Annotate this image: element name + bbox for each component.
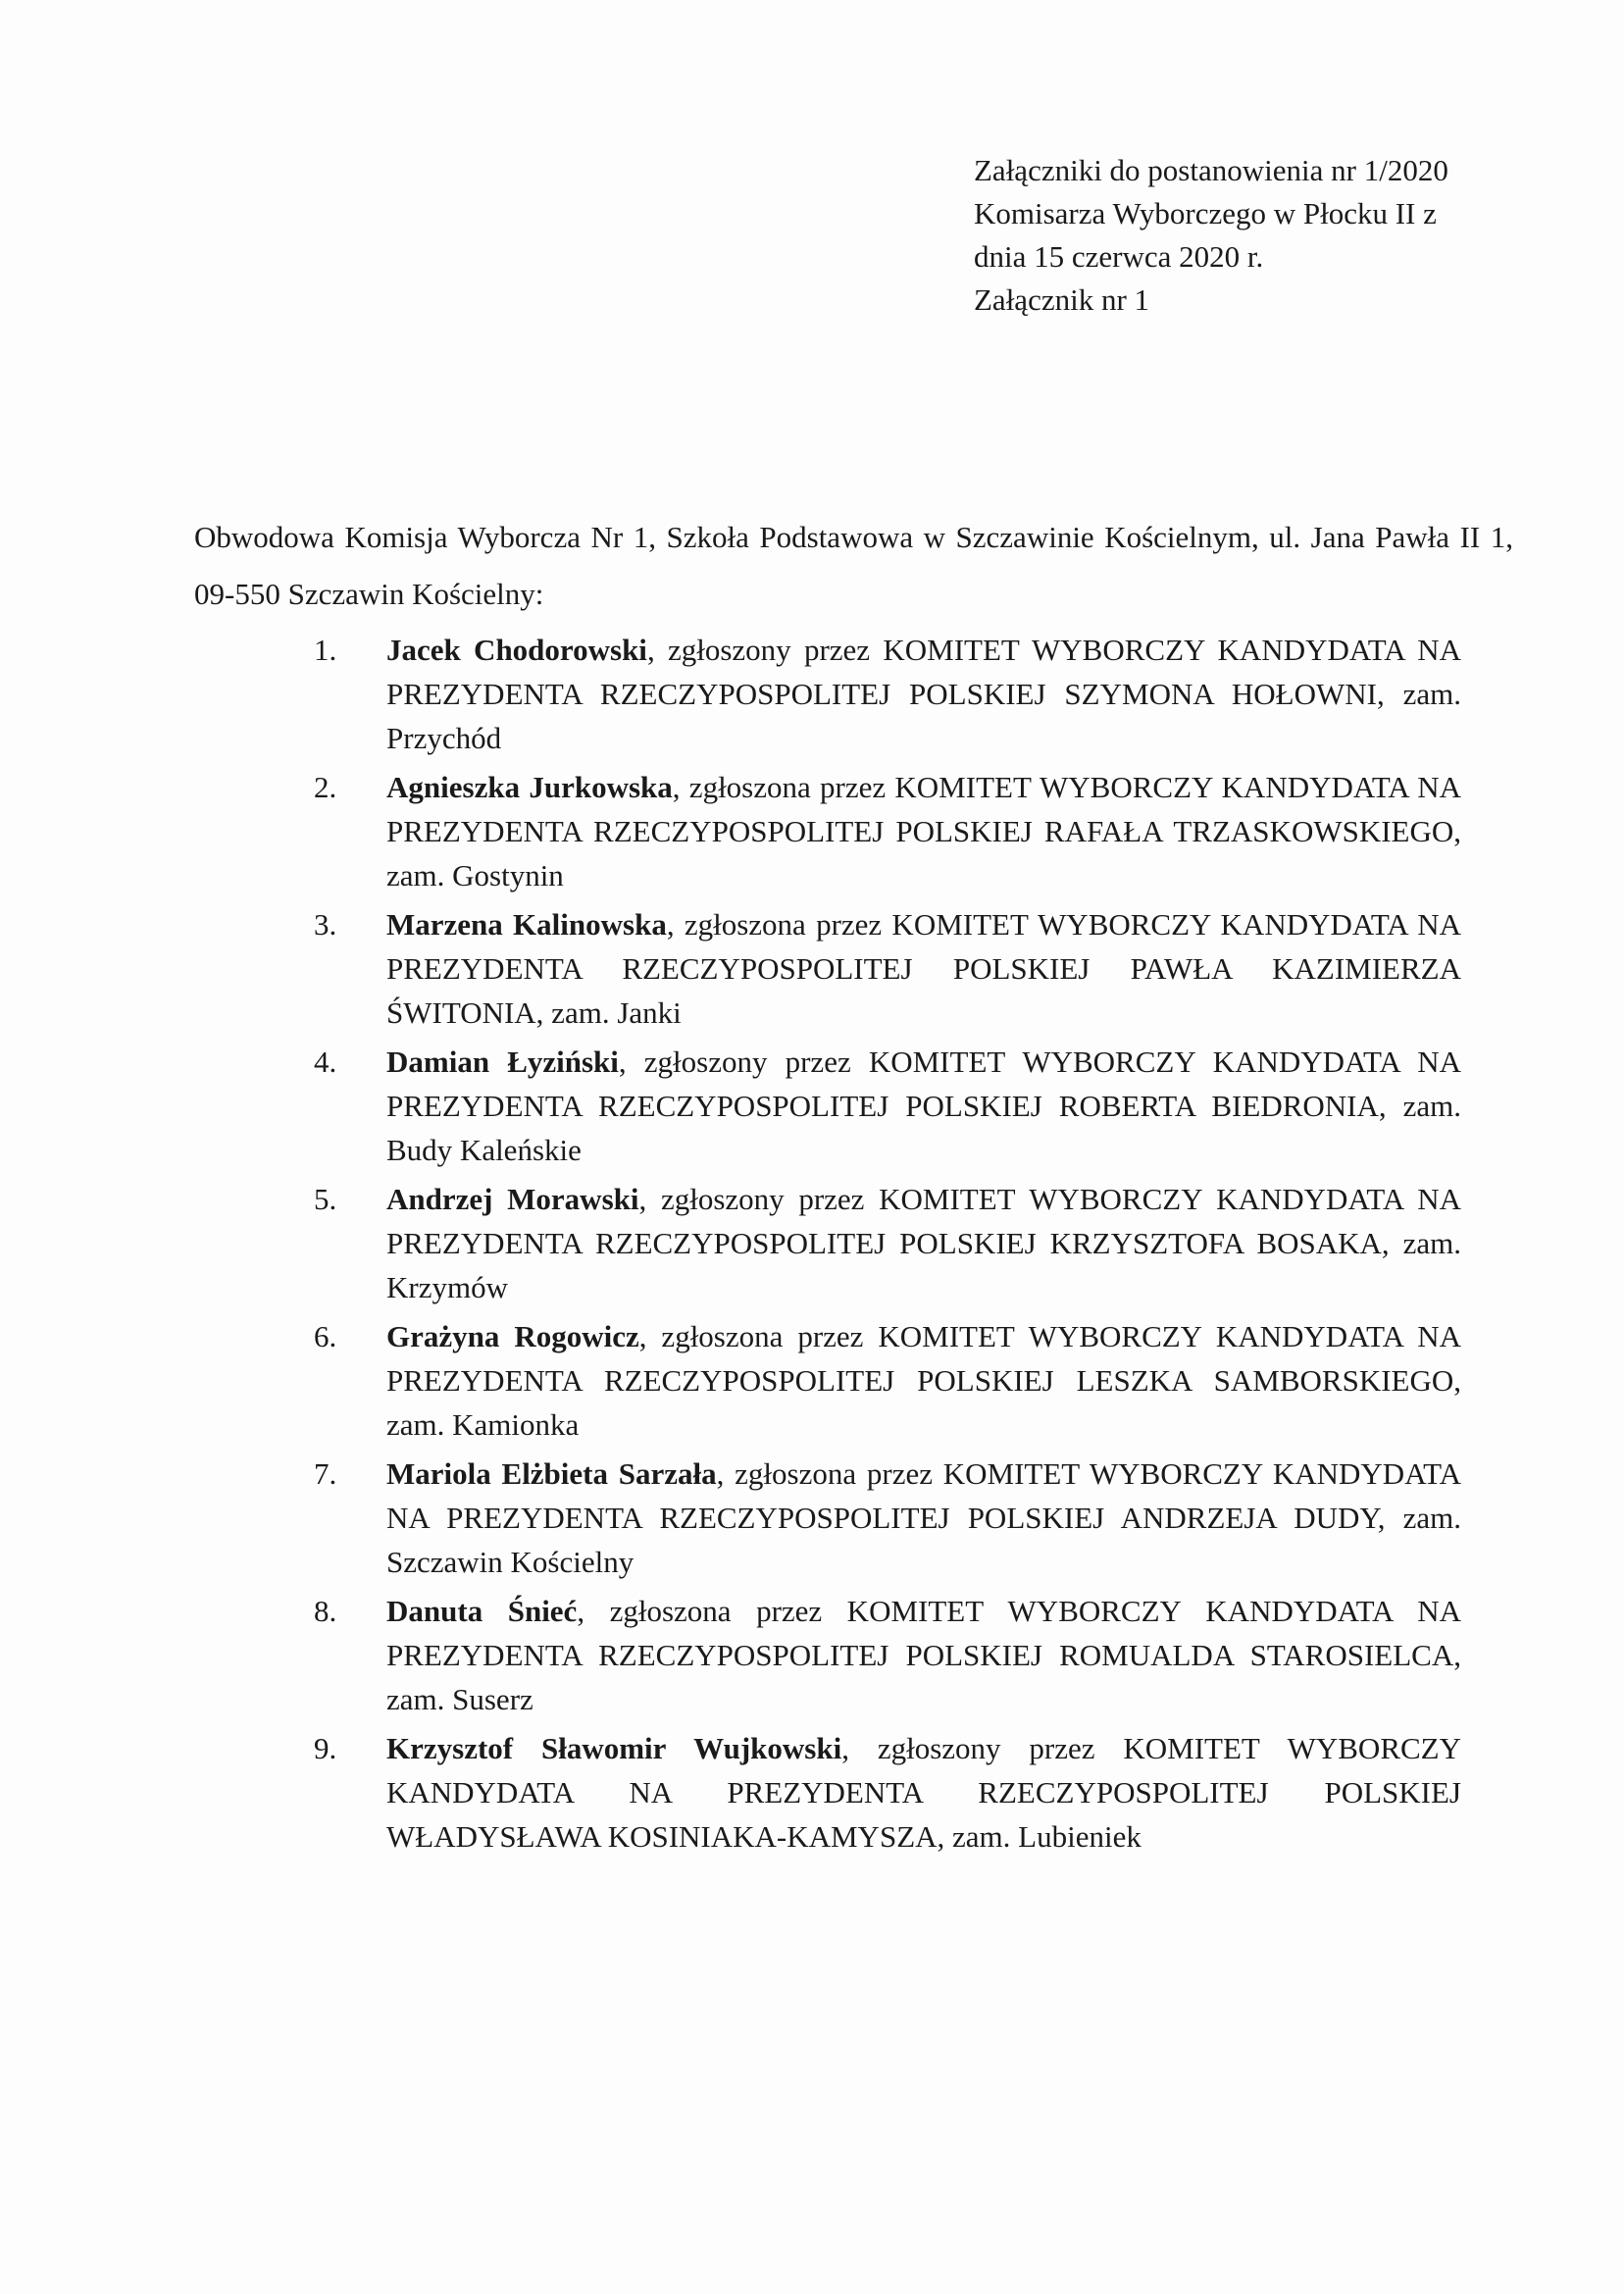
- member-name: Krzysztof Sławomir Wujkowski: [386, 1731, 842, 1765]
- member-details: , zgłoszona przez KOMITET WYBORCZY KANDYDATA NA PREZYDENTA RZECZYPOSPOLITEJ POLSKIEJ ROMUALDA STAROSIELCA, zam. Suserz: [386, 1594, 1461, 1716]
- item-number: 6.: [314, 1319, 337, 1353]
- list-item: [314, 1314, 1461, 1447]
- item-number: 9.: [314, 1731, 337, 1765]
- header-line-2: Komisarza Wyborczego w Płocku II z: [974, 196, 1437, 230]
- header-line-3: dnia 15 czerwca 2020 r.: [974, 239, 1264, 274]
- member-name: Mariola Elżbieta Sarzała: [386, 1456, 717, 1491]
- item-number: 5.: [314, 1182, 337, 1216]
- list-item: [314, 1726, 1461, 1859]
- item-number: 2.: [314, 770, 337, 804]
- member-list: [314, 628, 1461, 1863]
- list-item: [314, 1589, 1461, 1721]
- item-number: 1.: [314, 633, 337, 667]
- attachment-header: [974, 149, 1523, 322]
- member-details: , zgłoszony przez KOMITET WYBORCZY KANDYDATA NA PREZYDENTA RZECZYPOSPOLITEJ POLSKIEJ ROBERTA BIEDRONIA, zam. Budy Kaleńskie: [386, 1045, 1461, 1167]
- member-name: Andrzej Morawski: [386, 1182, 639, 1216]
- item-number: 3.: [314, 907, 337, 942]
- commission-intro: Obwodowa Komisja Wyborcza Nr 1, Szkoła Podstawowa w Szczawinie Kościelnym, ul. Jana Pawła II 1, 09-550 Szczawin Kościelny:: [194, 520, 1513, 611]
- list-item: [314, 1452, 1461, 1584]
- member-name: Damian Łyziński: [386, 1045, 619, 1079]
- member-details: , zgłoszony przez KOMITET WYBORCZY KANDYDATA NA PREZYDENTA RZECZYPOSPOLITEJ POLSKIEJ WŁADYSŁAWA KOSINIAKA-KAMYSZA, zam. Lubieniek: [386, 1731, 1461, 1854]
- item-number: 7.: [314, 1456, 337, 1491]
- header-line-1: Załączniki do postanowienia nr 1/2020: [974, 153, 1448, 187]
- member-name: Agnieszka Jurkowska: [386, 770, 673, 804]
- member-details: , zgłoszona przez KOMITET WYBORCZY KANDYDATA NA PREZYDENTA RZECZYPOSPOLITEJ POLSKIEJ LESZKA SAMBORSKIEGO, zam. Kamionka: [386, 1319, 1461, 1442]
- list-item: [314, 765, 1461, 897]
- list-item: [314, 1177, 1461, 1309]
- item-number: 8.: [314, 1594, 337, 1628]
- member-name: Marzena Kalinowska: [386, 907, 667, 942]
- member-details: , zgłoszony przez KOMITET WYBORCZY KANDYDATA NA PREZYDENTA RZECZYPOSPOLITEJ POLSKIEJ SZYMONA HOŁOWNI, zam. Przychód: [386, 633, 1462, 755]
- member-name: Grażyna Rogowicz: [386, 1319, 639, 1353]
- member-details: , zgłoszona przez KOMITET WYBORCZY KANDYDATA NA PREZYDENTA RZECZYPOSPOLITEJ POLSKIEJ ANDRZEJA DUDY, zam. Szczawin Kościelny: [386, 1456, 1461, 1579]
- header-line-4: Załącznik nr 1: [974, 282, 1150, 317]
- item-number: 4.: [314, 1045, 337, 1079]
- list-item: [314, 902, 1461, 1035]
- list-item: [314, 628, 1461, 760]
- member-details: , zgłoszona przez KOMITET WYBORCZY KANDYDATA NA PREZYDENTA RZECZYPOSPOLITEJ POLSKIEJ RAFAŁA TRZASKOWSKIEGO, zam. Gostynin: [386, 770, 1461, 892]
- member-name: Jacek Chodorowski: [386, 633, 647, 667]
- list-item: [314, 1040, 1461, 1172]
- member-details: , zgłoszona przez KOMITET WYBORCZY KANDYDATA NA PREZYDENTA RZECZYPOSPOLITEJ POLSKIEJ PAWŁA KAZIMIERZA ŚWITONIA, zam. Janki: [386, 907, 1461, 1030]
- member-details: , zgłoszony przez KOMITET WYBORCZY KANDYDATA NA PREZYDENTA RZECZYPOSPOLITEJ POLSKIEJ KRZYSZTOFA BOSAKA, zam. Krzymów: [386, 1182, 1462, 1304]
- member-name: Danuta Śnieć: [386, 1594, 578, 1628]
